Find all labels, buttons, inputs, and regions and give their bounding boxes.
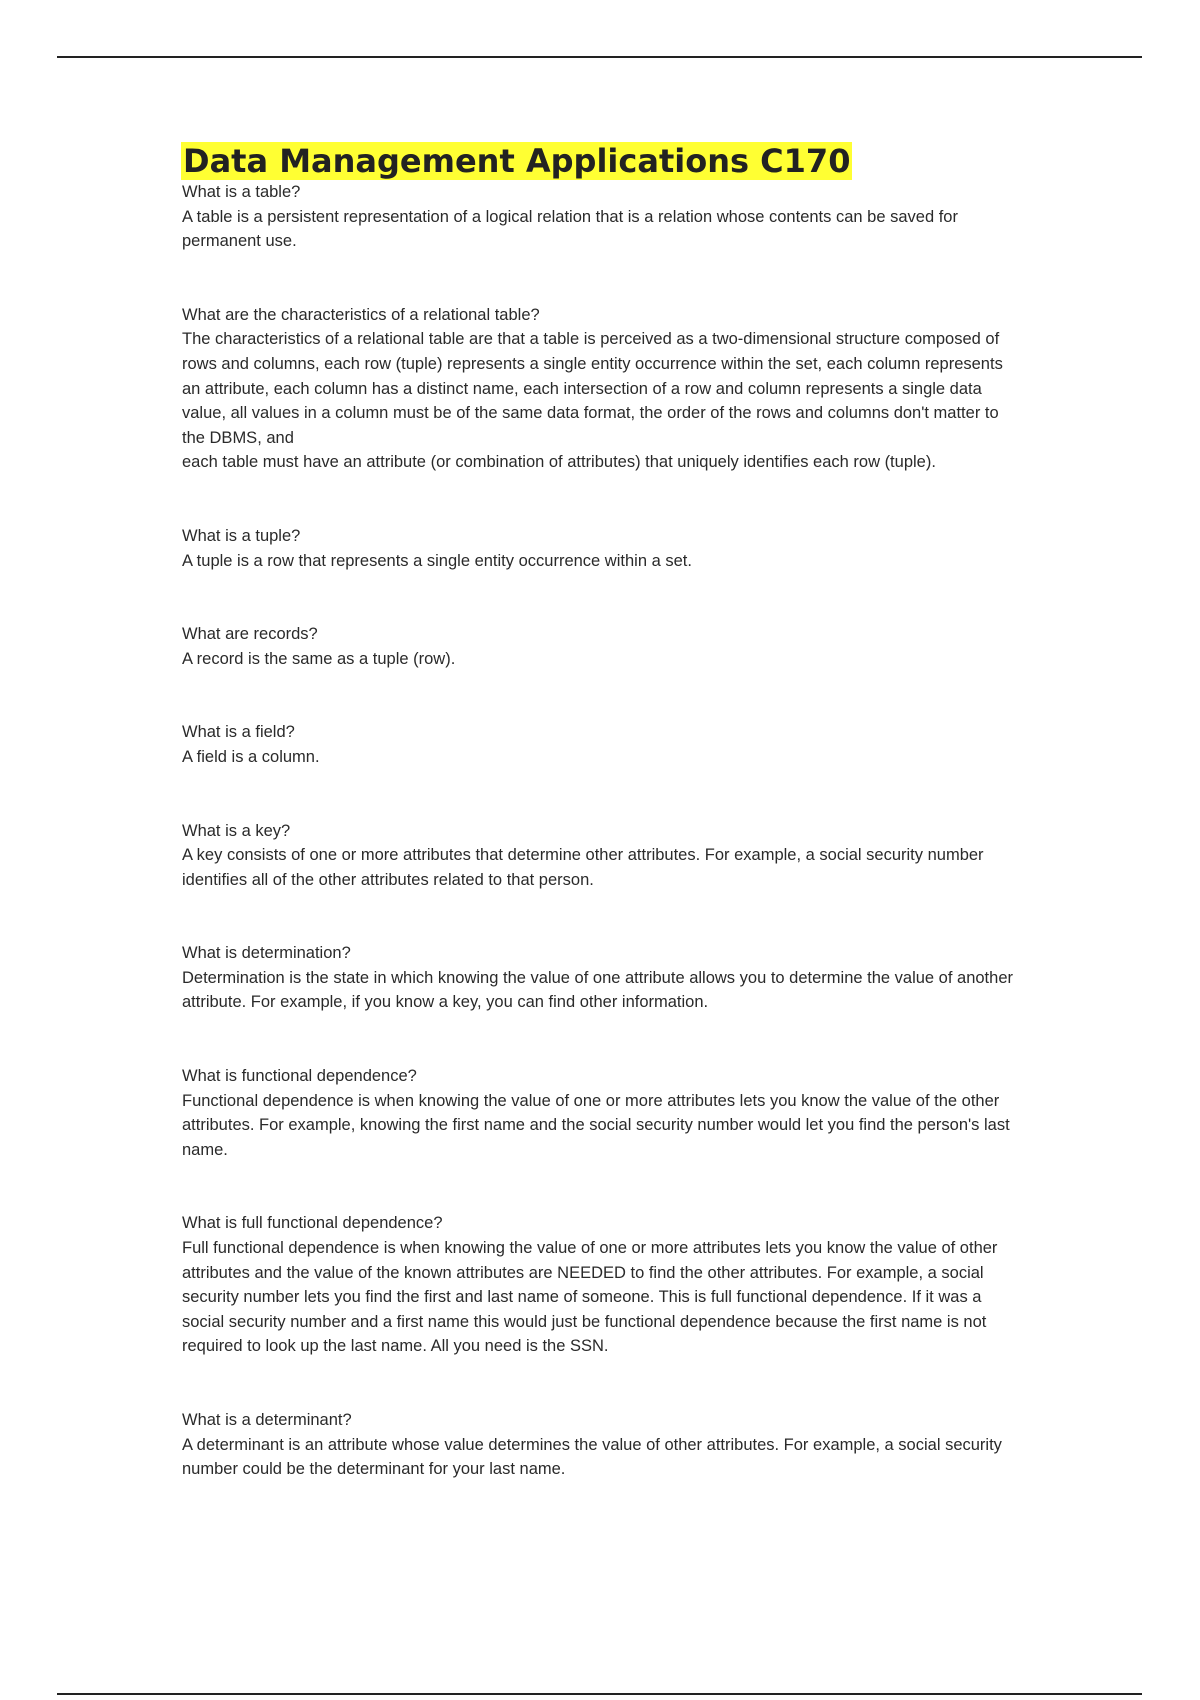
answer: The characteristics of a relational table are that a table is perceived as a two-dimensional structure composed of rows and columns, each row (tuple) represents a single entity occurrence within the set, each column represents an attribute, each column has a distinct name, each intersection of a row and column represents a single data value, all values in a column must be of the same data format, the order of the rows and columns don't matter to the DBMS, and (182, 330, 1003, 447)
answer: A key consists of one or more attributes that determine other attributes. For example, a social security number identifies all of the other attributes related to that person. (182, 846, 984, 889)
question: What is a tuple? (182, 526, 301, 545)
answer: A determinant is an attribute whose value determines the value of other attributes. For example, a social security number could be the determinant for your last name. (182, 1435, 1002, 1479)
answer: Functional dependence is when knowing the value of one or more attributes lets you know the value of the other attributes. For example, knowing the first name and the social security number would let you find the person's last name. (182, 1091, 1010, 1159)
qa-item-key (182, 819, 1022, 893)
question: What is determination? (182, 944, 351, 963)
qa-item-tuple (182, 524, 1022, 573)
qa-item-records (182, 622, 1022, 671)
answer: A tuple is a row that represents a single entity occurrence within a set. (182, 551, 692, 570)
qa-item-determination (182, 941, 1022, 1015)
question: What are records? (182, 625, 318, 644)
qa-item-determinant (182, 1408, 1022, 1482)
question: What is functional dependence? (182, 1067, 417, 1086)
top-rule (57, 56, 1142, 58)
qa-list (182, 180, 1022, 1482)
document-title: Data Management Applications C170 (183, 142, 851, 180)
question: What is a field? (182, 723, 295, 742)
question: What is full functional dependence? (182, 1214, 443, 1233)
qa-item-functional-dependence (182, 1064, 1022, 1162)
answer: A record is the same as a tuple (row). (182, 649, 456, 668)
bottom-rule (57, 1693, 1142, 1695)
qa-item-field (182, 720, 1022, 769)
answer-continued: each table must have an attribute (or combination of attributes) that uniquely identifies each row (tuple). (182, 453, 936, 472)
qa-item-relational-table (182, 303, 1022, 475)
qa-item-full-functional-dependence (182, 1211, 1022, 1359)
answer: Full functional dependence is when knowing the value of one or more attributes lets you know the value of other attributes and the value of the known attributes are NEEDED to find the other attributes. For example, a social security number lets you find the first and last name of someone. This is full functional dependence. If it was a social security number and a first name this would just be functional dependence because the first name is not required to look up the last name. All you need is the SSN. (182, 1239, 998, 1356)
answer: A field is a column. (182, 747, 320, 766)
qa-item-table (182, 180, 1022, 254)
question: What are the characteristics of a relational table? (182, 305, 540, 324)
question: What is a determinant? (182, 1411, 352, 1429)
answer: Determination is the state in which knowing the value of one attribute allows you to determine the value of another attribute. For example, if you know a key, you can find other information. (182, 968, 1013, 1012)
document-body (182, 142, 1022, 1482)
question: What is a key? (182, 821, 291, 840)
question: What is a table? (182, 183, 301, 201)
answer: A table is a persistent representation of a logical relation that is a relation whose contents can be saved for permanent use. (182, 207, 958, 251)
